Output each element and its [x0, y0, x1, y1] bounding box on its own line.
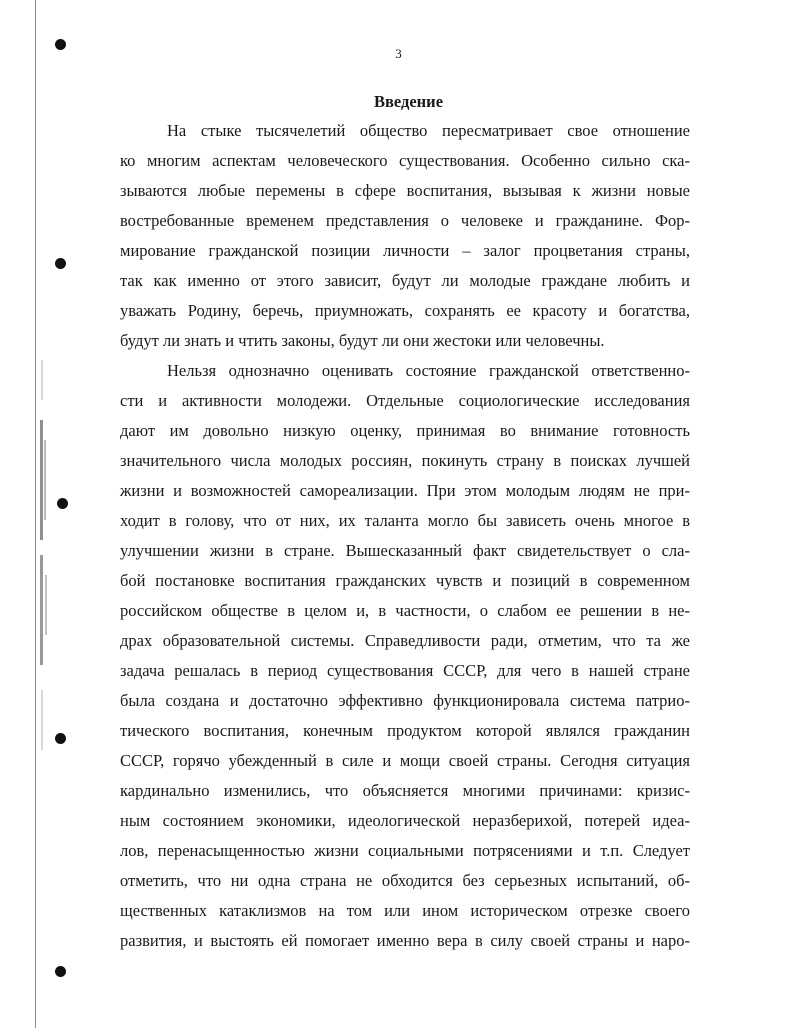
punch-hole-4: [55, 733, 66, 744]
text-line: дают им довольно низкую оценку, принимая во внимание готовность: [120, 421, 690, 440]
text-line: ным состоянием экономики, идеологической неразберихой, потерей идеа-: [120, 811, 690, 830]
text-line: зываются любые перемены в сфере воспитания, вызывая к жизни новые: [120, 181, 690, 200]
scan-artifact: [40, 420, 43, 540]
text-line: мирование гражданской позиции личности – залог процветания страны,: [120, 241, 690, 260]
scan-artifact: [45, 575, 47, 635]
text-line: жизни и возможностей самореализации. При этом молодым людям не при-: [120, 481, 690, 500]
text-line: драх образовательной системы. Справедливости ради, отметим, что та же: [120, 631, 690, 650]
text-line: тического воспитания, конечным продуктом которой являлся гражданин: [120, 721, 690, 740]
text-line: улучшении жизни в стране. Вышесказанный факт свидетельствует о сла-: [120, 541, 690, 560]
text-line: ходит в голову, что от них, их таланта могло бы зависеть очень многое в: [120, 511, 690, 530]
text-line: будут ли знать и чтить законы, будут ли они жестоки или человечны.: [120, 331, 605, 350]
text-line: ко многим аспектам человеческого существования. Особенно сильно ска-: [120, 151, 690, 170]
text-line: бой постановке воспитания гражданских чувств и позиций в современном: [120, 571, 690, 590]
text-line: востребованные временем представления о человеке и гражданине. Фор-: [120, 211, 690, 230]
text-line: щественных катаклизмов на том или ином историческом отрезке своего: [120, 901, 690, 920]
punch-hole-2: [55, 258, 66, 269]
text-line: так как именно от этого зависит, будут ли молодые граждане любить и: [120, 271, 690, 290]
text-line: значительного числа молодых россиян, покинуть страну в поисках лучшей: [120, 451, 690, 470]
scan-artifact: [44, 440, 46, 520]
text-line: развития, и выстоять ей помогает именно вера в силу своей страны и наро-: [120, 931, 690, 950]
text-line: российском обществе в целом и, в частности, о слабом ее решении в не-: [120, 601, 690, 620]
text-line: отметить, что ни одна страна не обходится без серьезных испытаний, об-: [120, 871, 690, 890]
page-number: 3: [395, 46, 402, 61]
text-line: кардинально изменились, что объясняется многими причинами: кризис-: [120, 781, 690, 800]
text-line: была создана и достаточно эффективно функционировала система патрио-: [120, 691, 690, 710]
punch-hole-3: [57, 498, 68, 509]
scan-artifact: [40, 555, 43, 665]
text-line: уважать Родину, беречь, приумножать, сохранять ее красоту и богатства,: [120, 301, 690, 320]
text-line: задача решалась в период существования СССР, для чего в нашей стране: [120, 661, 690, 680]
scan-artifact: [41, 360, 43, 400]
scan-artifact: [41, 690, 43, 750]
text-line: СССР, горячо убежденный в силе и мощи своей страны. Сегодня ситуация: [120, 751, 690, 770]
text-line: сти и активности молодежи. Отдельные социологические исследования: [120, 391, 690, 410]
binding-edge-line: [35, 0, 36, 1028]
text-line: Нельзя однозначно оценивать состояние гражданской ответственно-: [167, 361, 690, 380]
page-title: Введение: [373, 92, 444, 111]
text-line: На стыке тысячелетий общество пересматривает свое отношение: [167, 121, 690, 140]
text-line: лов, перенасыщенностью жизни социальными потрясениями и т.п. Следует: [120, 841, 690, 860]
punch-hole-5: [55, 966, 66, 977]
